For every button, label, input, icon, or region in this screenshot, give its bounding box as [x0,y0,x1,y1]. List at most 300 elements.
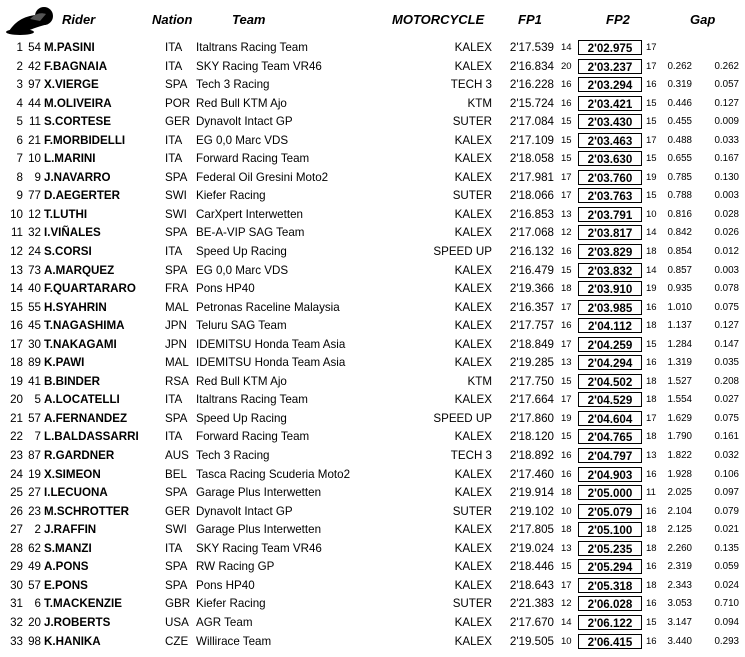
nation-cell: ITA [165,245,183,259]
table-header [0,0,745,38]
fp1-laps-cell: 15 [561,561,572,573]
fp1-time-cell: 2'18.058 [509,152,554,166]
fp1-laps-cell: 15 [561,264,572,276]
fp2-laps-cell: 19 [646,283,657,295]
table-row [0,150,745,169]
table-row [0,540,745,559]
fp1-time-cell: 2'16.479 [509,263,554,277]
fp2-time-cell: 2'03.910 [578,281,642,296]
motorcycle-cell: KALEX [454,133,492,147]
motorcycle-cell: KTM [467,374,492,388]
gap-first-cell: 0.785 [667,171,692,183]
fp1-laps-cell: 17 [561,394,572,406]
fp2-time-cell: 2'05.000 [578,485,642,500]
team-cell: Federal Oil Gresini Moto2 [196,170,329,184]
position-cell: 10 [10,207,23,221]
rider-name-cell: H.SYAHRIN [44,300,107,314]
gap-previous-cell: 0.003 [714,264,739,276]
fp1-laps-cell: 17 [561,579,572,591]
rider-number-cell: 73 [28,263,41,277]
position-cell: 2 [16,59,23,73]
fp2-laps-cell: 16 [646,357,657,369]
nation-cell: JPN [165,319,187,333]
fp2-laps-cell: 16 [646,635,657,647]
fp1-laps-cell: 17 [561,190,572,202]
fp1-laps-cell: 19 [561,412,572,424]
table-row [0,58,745,77]
gap-first-cell: 1.284 [667,338,692,350]
motorcycle-cell: SUTER [452,189,492,203]
rider-number-cell: 40 [28,282,41,296]
nation-cell: ITA [165,541,183,555]
gap-previous-cell: 0.075 [714,301,739,313]
fp2-time-cell: 2'04.903 [578,467,642,482]
gap-first-cell: 0.262 [667,60,692,72]
motorcycle-cell: SUTER [452,115,492,129]
fp1-time-cell: 2'16.853 [509,207,554,221]
table-row [0,169,745,188]
team-cell: Red Bull KTM Ajo [196,374,287,388]
gap-previous-cell: 0.262 [714,60,739,72]
fp1-time-cell: 2'19.505 [509,634,554,648]
position-cell: 1 [16,41,23,54]
gap-previous-cell: 0.059 [714,561,739,573]
gap-first-cell: 0.446 [667,97,692,109]
rider-name-cell: X.VIERGE [44,78,99,92]
fp2-time-cell: 2'06.028 [578,596,642,611]
rider-number-cell: 27 [28,486,41,500]
rider-name-cell: S.CORSI [44,245,92,259]
rider-name-cell: M.PASINI [44,41,95,54]
gap-previous-cell: 0.135 [714,542,739,554]
fp2-time-cell: 2'04.797 [578,448,642,463]
motorcycle-cell: KALEX [454,152,492,166]
fp2-time-cell: 2'02.975 [578,40,642,55]
nation-cell: POR [165,96,191,110]
nation-cell: ITA [165,152,183,166]
table-row [0,391,745,410]
fp1-time-cell: 2'18.120 [509,430,554,444]
fp2-laps-cell: 17 [646,60,657,72]
fp1-time-cell: 2'18.849 [509,337,554,351]
team-cell: Forward Racing Team [196,430,310,444]
gap-previous-cell: 0.003 [714,190,739,202]
fp1-laps-cell: 15 [561,431,572,443]
fp2-time-cell: 2'05.079 [578,504,642,519]
position-cell: 5 [16,115,23,129]
team-cell: BE-A-VIP SAG Team [196,226,305,240]
fp2-time-cell: 2'06.122 [578,615,642,630]
rider-name-cell: K.HANIKA [44,634,101,648]
gap-previous-cell: 0.208 [714,375,739,387]
motorcycle-cell: KALEX [454,41,492,54]
nation-cell: JPN [165,337,187,351]
nation-cell: GBR [165,597,191,611]
rider-name-cell: T.NAGASHIMA [44,319,125,333]
fp2-laps-cell: 15 [646,338,657,350]
fp1-laps-cell: 10 [561,505,572,517]
nation-header: Nation [152,12,193,27]
fp2-time-cell: 2'04.604 [578,411,642,426]
rider-name-cell: F.QUARTARARO [44,282,136,296]
gap-previous-cell: 0.167 [714,153,739,165]
motorcycle-cell: KALEX [454,467,492,481]
fp1-time-cell: 2'21.383 [509,597,554,611]
gap-first-cell: 1.790 [667,431,692,443]
motorcycle-cell: KALEX [454,486,492,500]
rider-number-cell: 49 [28,560,41,574]
position-cell: 24 [10,467,23,481]
position-cell: 19 [10,374,23,388]
team-cell: IDEMITSU Honda Team Asia [196,337,346,351]
fp2-laps-cell: 17 [646,134,657,146]
rider-name-cell: J.ROBERTS [44,615,111,629]
fp1-laps-cell: 15 [561,116,572,128]
table-row [0,558,745,577]
rider-header: Rider [62,12,96,27]
rider-name-cell: E.PONS [44,578,88,592]
rider-number-cell: 98 [28,634,41,648]
table-row [0,113,745,132]
fp1-laps-cell: 14 [561,616,572,628]
table-row [0,633,745,652]
fp1-time-cell: 2'17.805 [509,523,554,537]
fp1-laps-cell: 18 [561,487,572,499]
fp2-header: FP2 [606,12,630,27]
fp1-laps-cell: 13 [561,208,572,220]
fp1-time-cell: 2'18.446 [509,560,554,574]
gap-first-cell: 3.440 [667,635,692,647]
team-cell: RW Racing GP [196,560,275,574]
fp2-time-cell: 2'04.529 [578,392,642,407]
team-cell: Petronas Raceline Malaysia [196,300,340,314]
gap-previous-cell: 0.026 [714,227,739,239]
fp1-time-cell: 2'17.670 [509,615,554,629]
motorcycle-cell: KALEX [454,560,492,574]
rider-name-cell: R.GARDNER [44,449,115,463]
motorcycle-cell: KALEX [454,319,492,333]
rider-number-cell: 97 [28,78,41,92]
fp2-laps-cell: 18 [646,542,657,554]
fp2-laps-cell: 11 [646,487,656,499]
nation-cell: RSA [165,374,189,388]
position-cell: 25 [10,486,23,500]
nation-cell: SPA [165,226,188,240]
nation-cell: ITA [165,41,183,54]
motorcycle-cell: SUTER [452,504,492,518]
nation-cell: BEL [165,467,187,481]
nation-cell: SWI [165,189,187,203]
motorcycle-cell: KALEX [454,207,492,221]
team-cell: Kiefer Racing [196,597,266,611]
motorcycle-cell: SPEED UP [433,245,492,259]
gap-previous-cell: 0.097 [714,487,739,499]
fp1-laps-cell: 17 [561,301,572,313]
fp2-laps-cell: 18 [646,375,657,387]
position-cell: 27 [10,523,23,537]
motorcycle-cell: KALEX [454,634,492,648]
fp2-laps-cell: 15 [646,616,657,628]
position-cell: 12 [10,245,23,259]
rider-number-cell: 45 [28,319,41,333]
fp1-time-cell: 2'16.357 [509,300,554,314]
fp2-laps-cell: 16 [646,468,657,480]
motorcycle-cell: KALEX [454,430,492,444]
rider-number-cell: 6 [34,597,41,611]
fp2-laps-cell: 14 [646,227,657,239]
rider-number-cell: 10 [28,152,41,166]
fp1-laps-cell: 16 [561,450,572,462]
fp2-time-cell: 2'03.421 [578,96,642,111]
fp1-laps-cell: 20 [561,60,572,72]
fp2-laps-cell: 13 [646,450,657,462]
position-cell: 9 [16,189,23,203]
motorcycle-cell: KTM [467,96,492,110]
fp1-laps-cell: 17 [561,338,572,350]
fp1-laps-cell: 12 [561,227,572,239]
rider-name-cell: J.RAFFIN [44,523,97,537]
rider-number-cell: 21 [28,133,41,147]
team-cell: Teluru SAG Team [196,319,287,333]
gap-first-cell: 2.343 [667,579,692,591]
table-row [0,243,745,262]
gap-previous-cell: 0.024 [714,579,739,591]
team-cell: Italtrans Racing Team [196,393,308,407]
fp2-time-cell: 2'03.760 [578,170,642,185]
fp2-laps-cell: 17 [646,412,657,424]
position-cell: 6 [16,133,23,147]
rider-number-cell: 12 [28,207,41,221]
gap-previous-cell: 0.033 [714,134,739,146]
gap-first-cell: 0.488 [667,134,692,146]
fp1-time-cell: 2'17.664 [509,393,554,407]
gap-first-cell: 1.010 [667,301,692,313]
table-row [0,187,745,206]
fp1-time-cell: 2'17.068 [509,226,554,240]
nation-cell: SPA [165,411,188,425]
gap-previous-cell: 0.009 [714,116,739,128]
gap-first-cell: 1.527 [667,375,692,387]
rider-name-cell: X.SIMEON [44,467,101,481]
rider-name-cell: T.LUTHI [44,207,88,221]
nation-cell: ITA [165,430,183,444]
gap-first-cell: 0.935 [667,283,692,295]
position-cell: 31 [10,597,23,611]
team-cell: EG 0,0 Marc VDS [196,263,289,277]
fp1-time-cell: 2'19.285 [509,356,554,370]
gap-previous-cell: 0.032 [714,450,739,462]
position-cell: 26 [10,504,23,518]
fp2-time-cell: 2'04.294 [578,355,642,370]
motorcycle-cell: KALEX [454,356,492,370]
position-cell: 28 [10,541,23,555]
fp1-laps-cell: 13 [561,357,572,369]
fp1-laps-cell: 16 [561,320,572,332]
fp2-time-cell: 2'03.985 [578,300,642,315]
rider-number-cell: 87 [28,449,41,463]
fp1-time-cell: 2'17.860 [509,411,554,425]
fp2-time-cell: 2'06.415 [578,634,642,649]
fp1-time-cell: 2'18.892 [509,449,554,463]
fp1-time-cell: 2'18.643 [509,578,554,592]
gap-first-cell: 0.854 [667,246,692,258]
rider-number-cell: 32 [28,226,41,240]
fp2-time-cell: 2'04.502 [578,374,642,389]
team-cell: Dynavolt Intact GP [196,504,293,518]
rider-number-cell: 42 [28,59,41,73]
rider-number-cell: 2 [34,523,41,537]
fp1-time-cell: 2'19.102 [509,504,554,518]
fp2-laps-cell: 16 [646,561,657,573]
fp1-laps-cell: 16 [561,79,572,91]
rider-number-cell: 77 [28,189,41,203]
nation-cell: AUS [165,449,189,463]
fp2-laps-cell: 15 [646,190,657,202]
motorcycle-cell: TECH 3 [450,78,492,92]
gap-previous-cell: 0.027 [714,394,739,406]
motorcycle-cell: KALEX [454,282,492,296]
fp2-laps-cell: 16 [646,505,657,517]
team-cell: IDEMITSU Honda Team Asia [196,356,346,370]
rider-name-cell: M.OLIVEIRA [44,96,112,110]
position-cell: 20 [10,393,23,407]
fp2-laps-cell: 14 [646,264,657,276]
position-cell: 18 [10,356,23,370]
position-cell: 22 [10,430,23,444]
gap-header: Gap [690,12,716,27]
nation-cell: ITA [165,59,183,73]
position-cell: 8 [16,170,23,184]
team-cell: Garage Plus Interwetten [196,523,322,537]
gap-first-cell: 1.554 [667,394,692,406]
team-cell: Garage Plus Interwetten [196,486,322,500]
motorcycle-cell: KALEX [454,393,492,407]
fp2-time-cell: 2'05.318 [578,578,642,593]
table-row [0,262,745,281]
fp2-time-cell: 2'04.259 [578,337,642,352]
gap-first-cell: 0.655 [667,153,692,165]
fp2-laps-cell: 19 [646,171,657,183]
position-cell: 15 [10,300,23,314]
nation-cell: SPA [165,170,188,184]
fp2-laps-cell: 18 [646,246,657,258]
team-cell: Dynavolt Intact GP [196,115,293,129]
position-cell: 16 [10,319,23,333]
gap-first-cell: 1.319 [667,357,692,369]
gap-first-cell: 1.629 [667,412,692,424]
position-cell: 3 [16,78,23,92]
table-row [0,614,745,633]
fp2-laps-cell: 15 [646,153,657,165]
gap-first-cell: 0.455 [667,116,692,128]
fp2-laps-cell: 15 [646,116,657,128]
rider-name-cell: S.MANZI [44,541,92,555]
fp1-laps-cell: 16 [561,246,572,258]
gap-previous-cell: 0.127 [714,320,739,332]
fp2-time-cell: 2'03.791 [578,207,642,222]
motorcycle-cell: KALEX [454,263,492,277]
fp1-time-cell: 2'17.109 [509,133,554,147]
gap-previous-cell: 0.078 [714,283,739,295]
rider-number-cell: 19 [28,467,41,481]
table-row [0,132,745,151]
rider-number-cell: 7 [34,430,41,444]
nation-cell: SWI [165,523,187,537]
rider-name-cell: D.AEGERTER [44,189,121,203]
results-table [0,39,745,651]
fp1-time-cell: 2'17.757 [509,319,554,333]
fp2-laps-cell: 16 [646,301,657,313]
table-row [0,373,745,392]
motorcycle-cell: KALEX [454,59,492,73]
team-cell: Speed Up Racing [196,245,287,259]
team-cell: EG 0,0 Marc VDS [196,133,289,147]
team-cell: AGR Team [196,615,253,629]
team-cell: Red Bull KTM Ajo [196,96,287,110]
rider-number-cell: 30 [28,337,41,351]
fp1-laps-cell: 13 [561,542,572,554]
table-row [0,521,745,540]
gap-previous-cell: 0.106 [714,468,739,480]
gap-first-cell: 2.125 [667,524,692,536]
fp1-time-cell: 2'16.834 [509,59,554,73]
table-row [0,447,745,466]
table-row [0,466,745,485]
table-row [0,224,745,243]
fp2-time-cell: 2'03.763 [578,188,642,203]
table-row [0,595,745,614]
fp1-time-cell: 2'17.460 [509,467,554,481]
rider-name-cell: L.MARINI [44,152,96,166]
nation-cell: USA [165,615,189,629]
rider-name-cell: F.BAGNAIA [44,59,108,73]
motorcycle-cell: SUTER [452,597,492,611]
rider-number-cell: 11 [28,115,41,129]
rider-name-cell: A.MARQUEZ [44,263,115,277]
nation-cell: GER [165,504,191,518]
rider-name-cell: A.LOCATELLI [44,393,120,407]
fp1-time-cell: 2'18.066 [509,189,554,203]
gap-previous-cell: 0.021 [714,524,739,536]
gap-previous-cell: 0.012 [714,246,739,258]
fp1-time-cell: 2'19.366 [509,282,554,296]
gap-previous-cell: 0.147 [714,338,739,350]
fp2-time-cell: 2'03.463 [578,133,642,148]
rider-name-cell: M.SCHROTTER [44,504,130,518]
position-cell: 17 [10,337,23,351]
motorcycle-cell: KALEX [454,578,492,592]
gap-first-cell: 2.319 [667,561,692,573]
rider-number-cell: 44 [28,96,41,110]
rider-number-cell: 9 [34,170,41,184]
team-cell: Willirace Team [196,634,272,648]
team-header: Team [232,12,266,27]
gap-first-cell: 2.025 [667,487,692,499]
motorcycle-cell: KALEX [454,541,492,555]
fp1-time-cell: 2'19.024 [509,541,554,555]
position-cell: 23 [10,449,23,463]
fp2-time-cell: 2'03.430 [578,114,642,129]
position-cell: 13 [10,263,23,277]
nation-cell: MAL [165,356,189,370]
table-row [0,336,745,355]
gap-first-cell: 2.104 [667,505,692,517]
fp1-time-cell: 2'15.724 [509,96,554,110]
table-row [0,299,745,318]
rider-name-cell: I.VIÑALES [44,226,101,240]
motorcycle-cell: KALEX [454,615,492,629]
nation-cell: ITA [165,393,183,407]
